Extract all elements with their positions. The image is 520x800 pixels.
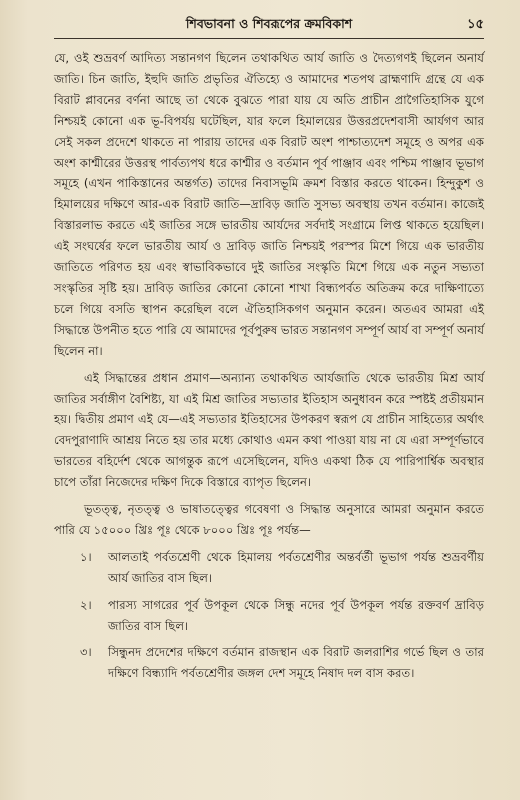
running-title: শিবভাবনা ও শিবরূপের ক্রমবিকাশ — [185, 16, 353, 31]
page-header — [54, 0, 484, 39]
list-item-number: ৩। — [80, 645, 92, 660]
paragraph-1: যে, ওই শুভ্রবর্ণ আদিত্য সন্তানগণ ছিলেন তথাকথিত আর্য জাতি ও দৈত্যগণই ছিলেন অনার্য জাতি। চিন জাতি, ইহুদি জাতি প্রভৃতির ঐতিহ্যে ও আমাদের শতপথ ব্রাহ্মণাদি গ্রন্থে যে এক বিরাট প্লাবনের বর্ণনা আছে তা থেকে বুঝতে পারা যায় যে অতি প্রাচীন প্রাগৈতিহাসিক যুগে নিশ্চয়ই কোনো এক ভূ-বিপর্যয় ঘটেছিল, যার ফলে হিমালয়ের উত্তরপ্রদেশবাসী আর্যগণ আর সেই সকল প্রদেশে থাকতে না পারায় তাদের এক বিরাট অংশ পাশ্চাত্যদেশ সমূহে ও অপর এক অংশ কাশ্মীরের উত্তরস্থ পার্বত্যপথ ধরে কাশ্মীর ও বর্তমান পূর্ব পাঞ্জাব এবং পশ্চিম পাঞ্জাব ভূভাগ সমূহে (এখন পাকিস্তানের অন্তর্গত) তাদের নিবাসভূমি ক্রমশ বিস্তার করতে থাকেন। হিন্দুকুশ ও হিমালয়ের দক্ষিণে আর-এক বিরাট জাতি—দ্রাবিড় জাতি সুসভ্য অবস্থায় তখন বর্তমান। কাজেই বিস্তারলাভ করতে এই জাতির সঙ্গে ভারতীয় আর্যদের সর্বদাই সংগ্রামে লিপ্ত থাকতে হয়েছিল। এই সংঘর্ষের ফলে ভারতীয় আর্য ও দ্রাবিড় জাতি নিশ্চয়ই পরস্পর মিশে গিয়ে এক ভারতীয় জাতিতে পরিণত হয় এবং স্বাভাবিকভাবে দুই জাতির সংস্কৃতি মিশে গিয়ে এক নতুন সভ্যতা সংস্কৃতির সৃষ্টি হয়। দ্রাবিড় জাতির কোনো কোনো শাখা বিন্ধ্যপর্বত অতিক্রম করে দাক্ষিণাত্যে চলে গিয়ে বসতি স্থাপন করেছিল বলে ঐতিহাসিকগণ অনুমান করেন। অতএব আমরা এই সিদ্ধান্তে উপনীত হতে পারি যে আমাদের পূর্বপুরুষ ভারত সন্তানগণ সম্পূর্ণ আর্য বা সম্পূর্ণ অনার্য ছিলেন না। — [54, 51, 484, 358]
page-number: ১৫ — [467, 17, 484, 32]
list-item-text: সিন্ধুনদ প্রদেশের দক্ষিণে বর্তমান রাজস্থান এক বিরাট জলরাশির গর্ভে ছিল ও তার দক্ষিণে বিন্ধ্যাদি পর্বতশ্রেণীর জঙ্গল দেশ সমূহে নিষাদ দল বাস করত। — [108, 645, 484, 681]
list-item-number: ১। — [80, 549, 92, 564]
list-item-text: পারস্য সাগরের পূর্ব উপকূল থেকে সিন্ধু নদের পূর্ব উপকূল পর্যন্ত রক্তবর্ণ দ্রাবিড় জাতির বাস ছিল। — [108, 597, 484, 633]
list-item — [54, 595, 484, 637]
numbered-list — [54, 547, 484, 684]
list-item — [54, 547, 484, 589]
paragraph-2: এই সিদ্ধান্তের প্রধান প্রমাণ—অন্যান্য তথাকথিত আর্যজাতি থেকে ভারতীয় মিশ্র আর্য জাতির সর্বাঙ্গীণ বৈশিষ্ট্য, যা এই মিশ্র জাতির সভ্যতার ইতিহাস অনুধাবন করে স্পষ্টই প্রতীয়মান হয়। দ্বিতীয় প্রমাণ এই যে—এই সভ্যতার ইতিহাসের উপকরণ স্বরূপ যে প্রাচীন সাহিত্যের অর্থাৎ বেদপুরাণাদি আশ্রয় নিতে হয় তার মধ্যে কোথাও এমন কথা পাওয়া যায় না যে এরা সম্পূর্ণভাবে ভারতের বহির্দেশ থেকে আগন্তুক রূপে এসেছিলেন, যদিও একথা ঠিক যে পারিপার্শ্বিক অবস্থার চাপে তাঁরা নিজেদের দক্ষিণ দিকে বিস্তারে ব্যাপৃত ছিলেন। — [54, 370, 484, 490]
page-body — [54, 48, 484, 684]
list-item — [54, 642, 484, 684]
list-item-text: আলতাই পর্বতশ্রেণী থেকে হিমালয় পর্বতশ্রেণীর অন্তর্বর্তী ভূভাগ পর্যন্ত শুভ্রবর্ণীয় আর্য জাতির বাস ছিল। — [108, 549, 484, 585]
paragraph-3: ভূতত্ত্ব, নৃতত্ত্ব ও ভাষাতত্ত্বের গবেষণা ও সিদ্ধান্ত অনুসারে আমরা অনুমান করতে পারি যে ১৫০০০ খ্রিঃ পূঃ থেকে ৮০০০ খ্রিঃ পূঃ পর্যন্ত— — [54, 502, 484, 537]
list-item-number: ২। — [80, 597, 92, 612]
